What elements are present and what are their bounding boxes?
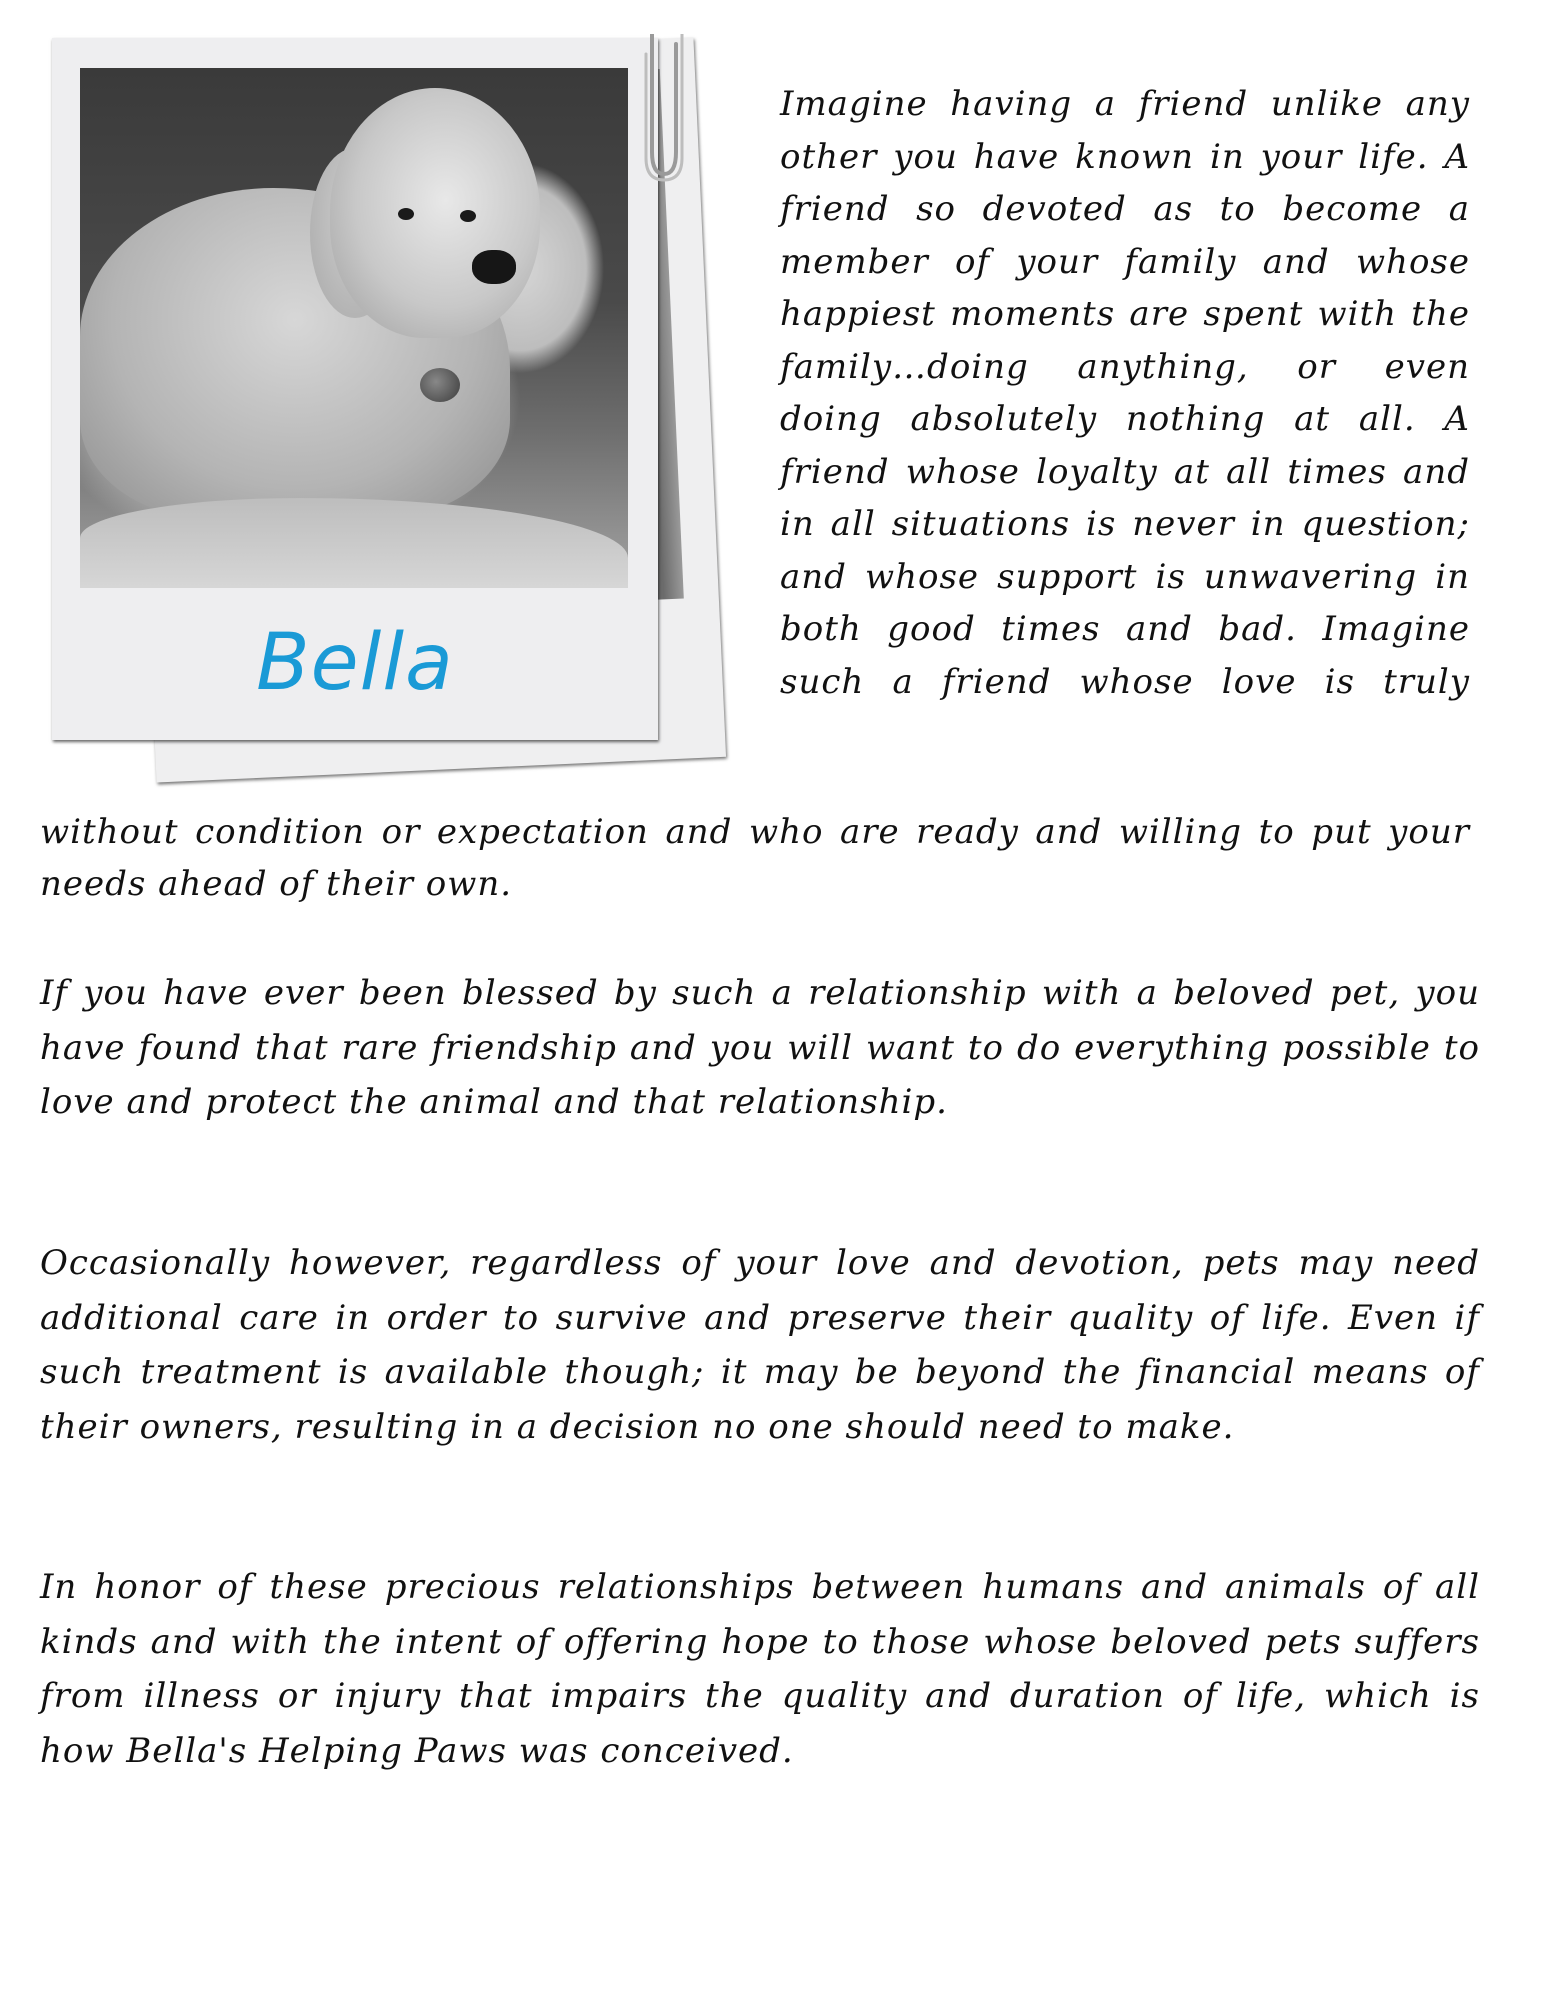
dog-tag [420, 368, 460, 402]
paperclip-icon [638, 34, 684, 184]
dog-eye-left [398, 208, 414, 220]
intro-paragraph-continued: without condition or expectation and who are ready and willing to put your needs ahead of their own. [40, 812, 1470, 904]
dog-photo [80, 68, 628, 588]
dog-nose [472, 250, 516, 284]
blessed-paragraph: If you have ever been blessed by such a relationship with a beloved pet, you have found that rare friendship and you will want to do everything possible to love and protect the animal and that relationship. [40, 973, 1480, 1122]
occasionally-paragraph: Occasionally however, regardless of your love and devotion, pets may need additional care in order to survive and preserve their quality of life. Even if such treatment is available though; it may be beyond the financial means of their owners, resulting in a decision no one should need to make. [40, 1243, 1480, 1447]
intro-paragraph: Imagine having a friend unlike any other you have known in your life. A friend so devoted as to become a member of your family and whose happiest moments are spent with the family…doing anything, or even doing absolutely nothing at all. A friend whose loyalty at all times and in all situations is never in question; and whose support is unwavering in both good times and bad. Imagine such a friend whose love is truly [780, 84, 1470, 702]
honor-paragraph: In honor of these precious relationships between humans and animals of all kinds and with the intent of offering hope to those whose beloved pets suffers from illness or injury that impairs the quality and duration of life, which is how Bella's Helping Paws was conceived. [40, 1567, 1480, 1771]
dog-eye-right [460, 210, 476, 222]
blanket [80, 498, 628, 588]
dog-head [330, 88, 540, 338]
photo-caption: Bella [256, 618, 454, 708]
polaroid-front-print [52, 38, 658, 740]
